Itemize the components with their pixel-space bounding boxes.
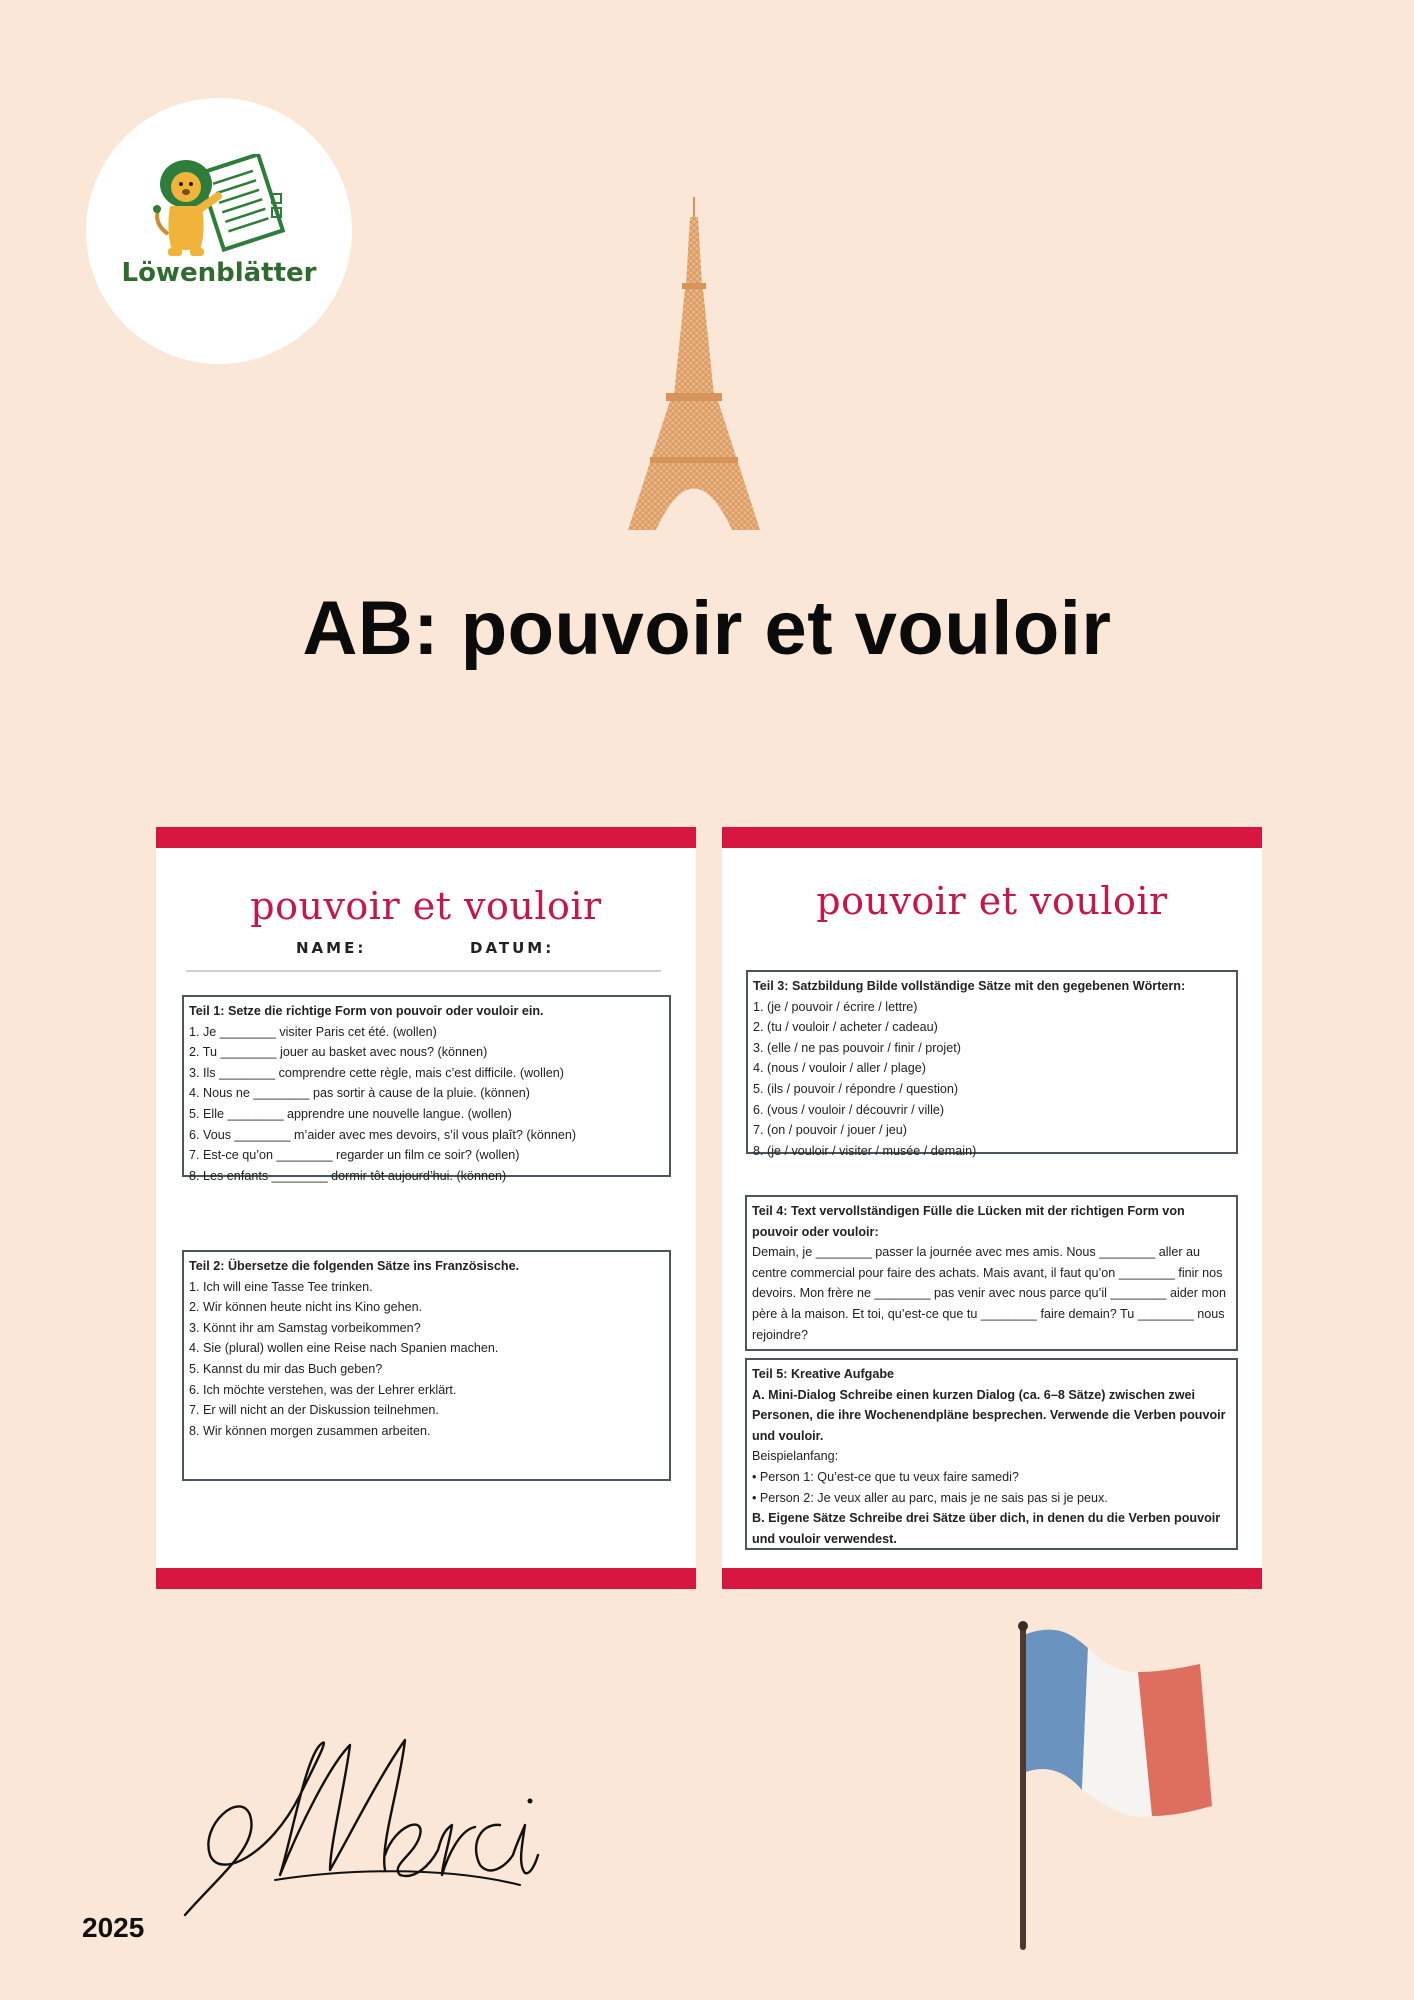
exercise-item: 3. (elle / ne pas pouvoir / finir / projet): [753, 1040, 961, 1055]
exercise-heading: Teil 4: Text vervollständigen Fülle die Lücken mit der richtigen Form von pouvoir oder vouloir:: [752, 1204, 1185, 1239]
exercise-part-4: [745, 1195, 1238, 1351]
exercise-item: 8. Wir können morgen zusammen arbeiten.: [189, 1423, 431, 1438]
exercise-part-1: [182, 995, 671, 1183]
exercise-item: 2. Wir können heute nicht ins Kino gehen.: [189, 1300, 423, 1315]
example-label: Beispielanfang:: [752, 1449, 839, 1464]
exercise-item: 2. Tu ________ jouer au basket avec nous? (können): [189, 1045, 488, 1060]
task-a-text: A. Mini-Dialog Schreibe einen kurzen Dialog (ca. 6–8 Sätze) zwischen zwei Personen, die ihre Wochenendpläne besprechen. Verwende die Verben pouvoir und vouloir.: [752, 1387, 1226, 1443]
exercise-heading: Teil 5: Kreative Aufgabe: [752, 1367, 895, 1381]
example-line: • Person 1: Qu’est-ce que tu veux faire samedi?: [752, 1469, 1019, 1484]
exercise-item: 7. (on / pouvoir / jouer / jeu): [753, 1123, 908, 1138]
exercise-part-2: [182, 1250, 671, 1481]
exercise-item: 7. Er will nicht an der Diskussion teilnehmen.: [189, 1403, 439, 1418]
exercise-item: 5. Elle ________ apprendre une nouvelle langue. (wollen): [189, 1106, 512, 1121]
divider: [186, 970, 661, 972]
worksheet-title: pouvoir et vouloir: [250, 884, 602, 928]
exercise-part-3: [746, 970, 1238, 1158]
eiffel-tower-icon: [628, 195, 760, 530]
logo: [86, 98, 352, 364]
exercise-heading: Teil 1: Setze die richtige Form von pouvoir oder vouloir ein.: [189, 1004, 544, 1018]
page-title: AB: pouvoir et vouloir: [302, 586, 1112, 671]
exercise-item: 8. Les enfants ________ dormir tôt aujourd’hui. (können): [189, 1168, 507, 1183]
exercise-item: 1. (je / pouvoir / écrire / lettre): [753, 999, 918, 1014]
cloze-text: Demain, je ________ passer la journée avec mes amis. Nous ________ aller au centre commercial pour faire des achats. Mais avant, il faut qu’on ________ finir nos devoirs. Mon frère ne ________ pas venir avec nous parce qu’il ________ aider mon père à la maison. Et toi, qu’est-ce que tu ________ faire demain? Tu ________ nous rejoindre?: [752, 1245, 1226, 1342]
exercise-item: 4. Sie (plural) wollen eine Reise nach Spanien machen.: [189, 1341, 499, 1356]
red-header-bar: [722, 827, 1262, 848]
exercise-item: 3. Ils ________ comprendre cette règle, mais c’est difficile. (wollen): [189, 1065, 564, 1080]
exercise-item: 6. Ich möchte verstehen, was der Lehrer erklärt.: [189, 1382, 457, 1397]
worksheet-title: pouvoir et vouloir: [816, 879, 1168, 923]
exercise-item: 6. (vous / vouloir / découvrir / ville): [753, 1102, 945, 1117]
exercise-item: 6. Vous ________ m’aider avec mes devoirs, s’il vous plaît? (können): [189, 1127, 577, 1142]
french-flag-icon: [1000, 1620, 1230, 1950]
exercise-heading: Teil 3: Satzbildung Bilde vollständige Sätze mit den gegebenen Wörtern:: [753, 979, 1186, 993]
exercise-item: 4. Nous ne ________ pas sortir à cause de la pluie. (können): [189, 1086, 530, 1101]
year-label: 2025: [82, 1912, 145, 1943]
red-footer-bar: [722, 1568, 1262, 1589]
date-label: DATUM:: [470, 939, 555, 957]
example-line: • Person 2: Je veux aller au parc, mais je ne sais pas si je peux.: [752, 1490, 1108, 1505]
exercise-item: 5. (ils / pouvoir / répondre / question): [753, 1081, 959, 1096]
red-header-bar: [156, 827, 696, 848]
exercise-item: 2. (tu / vouloir / acheter / cadeau): [753, 1020, 938, 1035]
worksheet-preview-page-1: [156, 827, 696, 1589]
exercise-heading: Teil 2: Übersetze die folgenden Sätze ins Französische.: [189, 1259, 520, 1273]
lion-with-paper-icon: [148, 154, 288, 264]
exercise-item: 8. (je / vouloir / visiter / musée / demain): [753, 1143, 977, 1158]
exercise-item: 1. Ich will eine Tasse Tee trinken.: [189, 1279, 373, 1294]
exercise-item: 7. Est-ce qu’on ________ regarder un film ce soir? (wollen): [189, 1148, 520, 1163]
task-b-text: B. Eigene Sätze Schreibe drei Sätze über dich, in denen du die Verben pouvoir und vouloir verwendest.: [752, 1511, 1221, 1546]
exercise-item: 4. (nous / vouloir / aller / plage): [753, 1061, 926, 1076]
exercise-item: 3. Könnt ihr am Samstag vorbeikommen?: [189, 1320, 421, 1335]
red-footer-bar: [156, 1568, 696, 1589]
merci-handwriting: [180, 1705, 540, 1925]
exercise-part-5: [745, 1358, 1238, 1550]
worksheet-preview-page-2: [722, 827, 1262, 1589]
exercise-item: 1. Je ________ visiter Paris cet été. (wollen): [189, 1024, 437, 1039]
exercise-item: 5. Kannst du mir das Buch geben?: [189, 1361, 383, 1376]
name-label: NAME:: [296, 939, 367, 957]
logo-name: Löwenblätter: [121, 258, 317, 288]
